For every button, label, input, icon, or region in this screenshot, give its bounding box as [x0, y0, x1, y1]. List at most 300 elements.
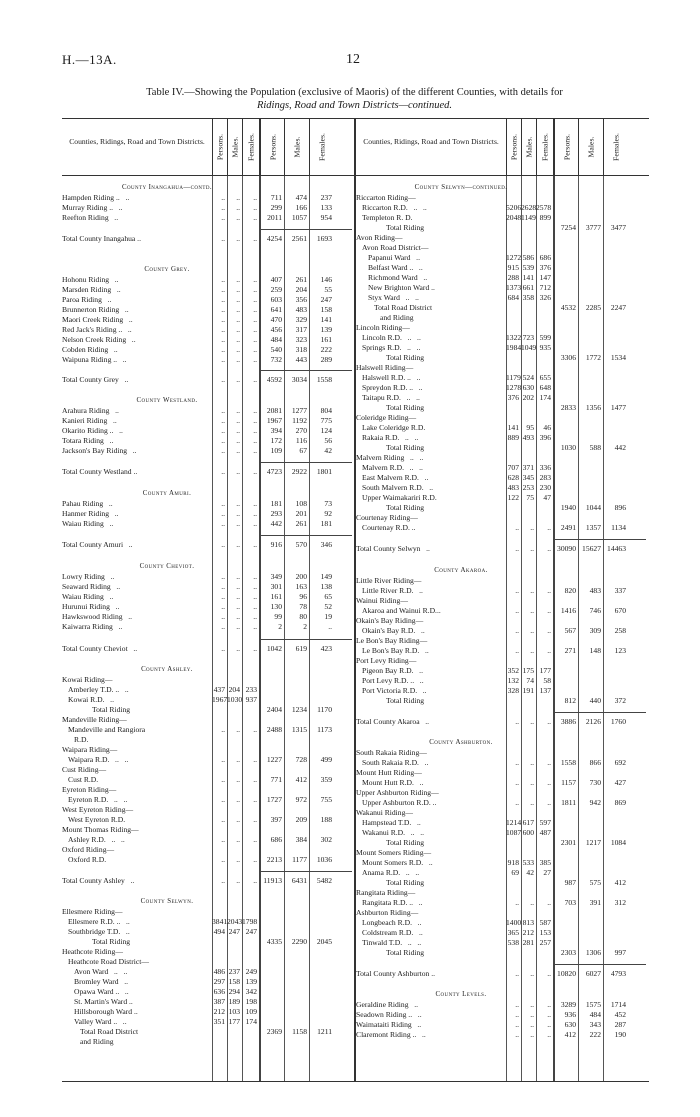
- section-heading: [62, 396, 354, 406]
- total-rule: [259, 229, 352, 230]
- cell-value: 259: [270, 285, 282, 294]
- total-row: [62, 375, 354, 385]
- cell-value: ..: [547, 1020, 551, 1029]
- cell-value: ..: [236, 612, 240, 621]
- cell-value: ..: [253, 325, 257, 334]
- cell-value: 299: [270, 203, 282, 212]
- cell-value: ..: [221, 467, 225, 476]
- cell-value: ..: [221, 509, 225, 518]
- cell-value: 247: [228, 927, 240, 936]
- total-rule: [259, 639, 352, 640]
- cell-value: 212: [213, 1007, 225, 1016]
- cell-value: ..: [530, 544, 534, 553]
- cell-value: ..: [236, 509, 240, 518]
- row-label: County Ashburton.: [429, 739, 493, 746]
- cell-value: 987: [564, 878, 576, 887]
- cell-value: ..: [236, 345, 240, 354]
- cell-value: ..: [221, 795, 225, 804]
- table-row: [62, 695, 354, 705]
- total-rule: [553, 539, 646, 540]
- table-row: [356, 758, 649, 768]
- section-heading: [356, 738, 649, 748]
- cell-value: 1357: [585, 523, 601, 532]
- cell-value: 345: [522, 473, 534, 482]
- cell-value: 323: [295, 335, 307, 344]
- cell-value: 42: [324, 446, 332, 455]
- row-label: Courtenay Riding—: [356, 513, 418, 522]
- row-label: Malvern Riding .. ..: [356, 453, 424, 462]
- cell-value: ..: [221, 325, 225, 334]
- cell-value: ..: [530, 969, 534, 978]
- table-row: [62, 705, 354, 715]
- section-heading: [62, 897, 354, 907]
- row-label: Total Riding: [92, 937, 131, 946]
- cell-value: 394: [270, 426, 282, 435]
- cell-value: ..: [236, 815, 240, 824]
- cell-value: 1036: [316, 855, 332, 864]
- cell-value: ..: [236, 295, 240, 304]
- cell-value: 730: [589, 778, 601, 787]
- cell-value: 2301: [560, 838, 576, 847]
- row-label: Seaward Riding ..: [62, 582, 121, 591]
- cell-value: ..: [236, 285, 240, 294]
- row-label: Mount Thomas Riding—: [62, 825, 139, 834]
- table-row: [356, 433, 649, 443]
- cell-value: 2126: [585, 717, 601, 726]
- cell-value: 365: [507, 928, 519, 937]
- table-row: [356, 696, 649, 706]
- cell-value: ..: [236, 446, 240, 455]
- cell-value: ..: [253, 375, 257, 384]
- table-row: [356, 858, 649, 868]
- cell-value: 412: [614, 878, 626, 887]
- cell-value: ..: [236, 436, 240, 445]
- cell-value: 181: [320, 519, 332, 528]
- cell-value: 997: [614, 948, 626, 957]
- cell-value: 813: [522, 918, 534, 927]
- table-row: [62, 406, 354, 416]
- cell-value: 423: [320, 644, 332, 653]
- column-header-name: Counties, Ridings, Road and Town Districts.: [363, 137, 499, 146]
- cell-value: 287: [614, 1020, 626, 1029]
- row-label: Malvern R.D. .. ..: [362, 463, 423, 472]
- cell-value: 692: [614, 758, 626, 767]
- cell-value: 230: [539, 483, 551, 492]
- cell-value: 6027: [585, 969, 601, 978]
- cell-value: 1234: [291, 705, 307, 714]
- table-left-half: [62, 119, 354, 1081]
- cell-value: ..: [530, 898, 534, 907]
- cell-value: ..: [221, 855, 225, 864]
- cell-value: 149: [320, 572, 332, 581]
- cell-value: ..: [236, 499, 240, 508]
- cell-value: 1211: [317, 1027, 332, 1036]
- row-label: County Inangahua—contd.: [121, 184, 213, 191]
- table-row: [356, 768, 649, 778]
- row-label: Total County Selwyn ..: [356, 544, 430, 553]
- table-row: [356, 646, 649, 656]
- cell-value: 442: [614, 443, 626, 452]
- table-row: [62, 426, 354, 436]
- cell-value: 249: [245, 967, 257, 976]
- cell-value: ..: [236, 335, 240, 344]
- row-label: Hillsborough Ward ..: [74, 1007, 138, 1016]
- cell-value: 1042: [266, 644, 282, 653]
- cell-value: 1772: [585, 353, 601, 362]
- cell-value: 1157: [561, 778, 576, 787]
- total-rule: [553, 712, 646, 713]
- table-row: [356, 808, 649, 818]
- table-row: [62, 436, 354, 446]
- cell-value: 942: [589, 798, 601, 807]
- cell-value: ..: [221, 355, 225, 364]
- cell-value: ..: [236, 602, 240, 611]
- cell-value: 174: [539, 393, 551, 402]
- row-label: Total County Westland ..: [62, 467, 138, 476]
- cell-value: 175: [522, 666, 534, 675]
- section-heading: [356, 183, 649, 193]
- cell-value: 600: [522, 828, 534, 837]
- row-label: Total Riding: [386, 223, 425, 232]
- cell-value: 359: [320, 775, 332, 784]
- cell-value: ..: [253, 355, 257, 364]
- cell-value: 539: [522, 263, 534, 272]
- caption-line-1: Table IV.—Showing the Population (exclusive of Maoris) of the different Counties, with details for: [146, 87, 563, 98]
- cell-value: ..: [530, 626, 534, 635]
- cell-value: 27: [543, 868, 551, 877]
- cell-value: ..: [547, 717, 551, 726]
- row-label: Wainui Riding—: [356, 596, 408, 605]
- row-label: Totara Riding ..: [62, 436, 114, 445]
- total-row: [356, 544, 649, 554]
- cell-value: 732: [270, 355, 282, 364]
- cell-value: 712: [539, 283, 551, 292]
- cell-value: 655: [539, 373, 551, 382]
- cell-value: 483: [589, 586, 601, 595]
- cell-value: 1278: [506, 383, 522, 392]
- total-rule: [259, 462, 352, 463]
- cell-value: 456: [270, 325, 282, 334]
- cell-value: ..: [253, 315, 257, 324]
- row-label: Mount Somers R.D. ..: [362, 858, 433, 867]
- row-label: Cust Riding—: [62, 765, 107, 774]
- table-row: [62, 193, 354, 203]
- cell-value: 342: [245, 987, 257, 996]
- cell-value: ..: [236, 540, 240, 549]
- cell-value: 191: [522, 686, 534, 695]
- row-label: Southbridge T.D. ..: [68, 927, 130, 936]
- section-heading: [62, 183, 354, 193]
- cell-value: 686: [539, 253, 551, 262]
- row-label: Le Bon's Bay Riding—: [356, 636, 428, 645]
- table-row: [356, 938, 649, 948]
- cell-value: 587: [539, 918, 551, 927]
- table-row: [356, 1020, 649, 1030]
- table-row: [62, 345, 354, 355]
- cell-value: ..: [547, 586, 551, 595]
- row-label: West Eyreton R.D.: [68, 815, 126, 824]
- cell-value: 2833: [560, 403, 576, 412]
- row-label: and Riding: [80, 1037, 114, 1046]
- row-label: South Rakaia Riding—: [356, 748, 427, 757]
- cell-value: 174: [245, 1017, 257, 1026]
- cell-value: 352: [507, 666, 519, 675]
- cell-value: 109: [245, 1007, 257, 1016]
- cell-value: 132: [507, 676, 519, 685]
- row-label: Eyreton R.D. .. ..: [68, 795, 128, 804]
- table-row: [62, 416, 354, 426]
- table-row: [62, 765, 354, 775]
- row-label: Mandeville Riding—: [62, 715, 127, 724]
- total-rule: [553, 964, 646, 965]
- cell-value: 3289: [560, 1000, 576, 1009]
- row-label: Rakaia R.D. .. ..: [362, 433, 419, 442]
- cell-value: 630: [564, 1020, 576, 1029]
- cell-value: 954: [320, 213, 332, 222]
- table-row: [356, 1010, 649, 1020]
- cell-value: 1087: [506, 828, 522, 837]
- row-label: Total Riding: [386, 443, 425, 452]
- cell-value: 899: [539, 213, 551, 222]
- cell-value: ..: [530, 1020, 534, 1029]
- row-label: Mount Hutt R.D. ..: [362, 778, 424, 787]
- row-label: Marsden Riding ..: [62, 285, 121, 294]
- cell-value: ..: [547, 646, 551, 655]
- population-table: [62, 118, 649, 1082]
- row-label: R.D.: [74, 735, 89, 744]
- cell-value: 1315: [291, 725, 307, 734]
- table-row: [62, 612, 354, 622]
- cell-value: 1179: [506, 373, 521, 382]
- row-label: Styx Ward .. ..: [368, 293, 419, 302]
- page-number: 12: [346, 52, 360, 67]
- cell-value: 1049: [521, 343, 537, 352]
- table-row: [356, 463, 649, 473]
- cell-value: 918: [507, 858, 519, 867]
- table-row: [356, 373, 649, 383]
- column-header-text: Females.: [540, 133, 550, 161]
- cell-value: ..: [515, 626, 519, 635]
- cell-value: ..: [253, 203, 257, 212]
- cell-value: ..: [253, 815, 257, 824]
- row-label: Total County Inangahua ..: [62, 234, 141, 243]
- cell-value: 158: [228, 977, 240, 986]
- cell-value: 494: [213, 927, 225, 936]
- row-label: Total Road District: [374, 303, 433, 312]
- cell-value: 896: [614, 503, 626, 512]
- cell-value: 80: [299, 612, 307, 621]
- cell-value: 707: [507, 463, 519, 472]
- cell-value: 190: [614, 1030, 626, 1039]
- cell-value: ..: [515, 717, 519, 726]
- column-header-males: [284, 119, 309, 175]
- cell-value: 728: [295, 755, 307, 764]
- cell-value: 133: [320, 203, 332, 212]
- column-header-males: [521, 119, 536, 175]
- table-row: [356, 748, 649, 758]
- table-row: [62, 519, 354, 529]
- cell-value: ..: [236, 835, 240, 844]
- cell-value: ..: [236, 855, 240, 864]
- column-header-text: Females.: [246, 133, 256, 161]
- cell-value: ..: [547, 523, 551, 532]
- cell-value: ..: [236, 234, 240, 243]
- row-label: Total County Cheviot ..: [62, 644, 138, 653]
- cell-value: ..: [547, 1000, 551, 1009]
- cell-value: 3034: [291, 375, 307, 384]
- table-row: [356, 443, 649, 453]
- cell-value: ..: [221, 203, 225, 212]
- column-header-text: Males.: [292, 136, 302, 158]
- table-row: [62, 1017, 354, 1027]
- cell-value: 2: [303, 622, 307, 631]
- cell-value: 237: [228, 967, 240, 976]
- cell-value: 141: [320, 315, 332, 324]
- table-row: [62, 572, 354, 582]
- cell-value: ..: [221, 285, 225, 294]
- table-row: [356, 666, 649, 676]
- table-row: [62, 499, 354, 509]
- row-label: Okarito Riding .. ..: [62, 426, 123, 435]
- row-label: Cobden Riding ..: [62, 345, 118, 354]
- cell-value: 1084: [610, 838, 626, 847]
- row-label: Total Riding: [386, 878, 425, 887]
- row-label: Red Jack's Riding .. ..: [62, 325, 132, 334]
- cell-value: 56: [324, 436, 332, 445]
- cell-value: ..: [221, 213, 225, 222]
- cell-value: 442: [270, 519, 282, 528]
- row-label: Waipuna Riding .. ..: [62, 355, 127, 364]
- table-row: [356, 918, 649, 928]
- cell-value: ..: [221, 815, 225, 824]
- column-header-text: Males.: [586, 136, 596, 158]
- row-label: East Malvern R.D. ..: [362, 473, 429, 482]
- column-header-text: Females.: [611, 133, 621, 161]
- row-label: Papanui Ward ..: [368, 253, 420, 262]
- cell-value: 358: [522, 293, 534, 302]
- column-header-persons: [212, 119, 227, 175]
- cell-value: 141: [522, 273, 534, 282]
- column-header-text: Persons.: [268, 133, 277, 161]
- cell-value: ..: [221, 335, 225, 344]
- table-row: [62, 805, 354, 815]
- cell-value: ..: [515, 1030, 519, 1039]
- table-row: [356, 616, 649, 626]
- table-header: [356, 119, 649, 176]
- cell-value: 253: [522, 483, 534, 492]
- cell-value: ..: [221, 519, 225, 528]
- cell-value: ..: [236, 355, 240, 364]
- row-label: Total Riding: [386, 696, 425, 705]
- table-row: [62, 745, 354, 755]
- cell-value: 524: [522, 373, 534, 382]
- cell-value: ..: [221, 416, 225, 425]
- row-label: Opawa Ward .. ..: [74, 987, 129, 996]
- row-label: Lake Coleridge R.D.: [362, 423, 426, 432]
- cell-value: ..: [253, 835, 257, 844]
- total-row: [62, 876, 354, 886]
- total-row: [62, 234, 354, 244]
- table-row: [356, 1030, 649, 1040]
- cell-value: 812: [564, 696, 576, 705]
- cell-value: ..: [515, 1010, 519, 1019]
- cell-value: 96: [299, 592, 307, 601]
- cell-value: 470: [270, 315, 282, 324]
- row-label: County Selwyn.: [140, 898, 194, 905]
- cell-value: 4793: [610, 969, 626, 978]
- cell-value: 351: [213, 1017, 225, 1026]
- cell-value: 484: [589, 1010, 601, 1019]
- cell-value: ..: [236, 775, 240, 784]
- cell-value: 2: [278, 622, 282, 631]
- cell-value: 123: [614, 646, 626, 655]
- table-row: [356, 223, 649, 233]
- cell-value: 293: [270, 509, 282, 518]
- cell-value: ..: [547, 626, 551, 635]
- cell-value: 73: [324, 499, 332, 508]
- cell-value: 14463: [607, 544, 626, 553]
- cell-value: ..: [221, 725, 225, 734]
- table-row: [356, 203, 649, 213]
- cell-value: 2043: [227, 917, 243, 926]
- cell-value: 641: [270, 305, 282, 314]
- cell-value: 109: [270, 446, 282, 455]
- cell-value: ..: [221, 572, 225, 581]
- cell-value: ..: [253, 193, 257, 202]
- cell-value: 188: [320, 815, 332, 824]
- row-label: Hohonu Riding ..: [62, 275, 119, 284]
- cell-value: 538: [507, 938, 519, 947]
- cell-value: ..: [253, 509, 257, 518]
- cell-value: 376: [507, 393, 519, 402]
- table-row: [62, 305, 354, 315]
- cell-value: 2011: [267, 213, 282, 222]
- cell-value: 2045: [316, 937, 332, 946]
- row-label: Taitapu R.D. .. ..: [362, 393, 420, 402]
- cell-value: 1217: [585, 838, 601, 847]
- cell-value: 686: [270, 835, 282, 844]
- table-row: [356, 283, 649, 293]
- table-row: [356, 513, 649, 523]
- cell-value: 889: [507, 433, 519, 442]
- cell-value: 346: [320, 540, 332, 549]
- column-header-females: [309, 119, 334, 175]
- cell-value: 1400: [506, 918, 522, 927]
- cell-value: ..: [253, 345, 257, 354]
- table-row: [62, 937, 354, 947]
- row-label: Ashburton Riding—: [356, 908, 419, 917]
- cell-value: 258: [614, 626, 626, 635]
- cell-value: ..: [221, 540, 225, 549]
- column-header-text: Persons.: [562, 133, 571, 161]
- cell-value: 3477: [610, 223, 626, 232]
- row-label: Halswell R.D. .. ..: [362, 373, 421, 382]
- total-rule: [259, 370, 352, 371]
- cell-value: ..: [253, 775, 257, 784]
- row-label: Amberley T.D. .. ..: [68, 685, 129, 694]
- cell-value: 5206: [506, 203, 522, 212]
- cell-value: ..: [221, 234, 225, 243]
- cell-value: ..: [530, 523, 534, 532]
- row-label: Wakanui R.D. .. ..: [362, 828, 425, 837]
- cell-value: 586: [522, 253, 534, 262]
- section-heading: [356, 566, 649, 576]
- cell-value: 372: [614, 696, 626, 705]
- cell-value: 1356: [585, 403, 601, 412]
- cell-value: 10820: [557, 969, 576, 978]
- row-label: Ashley R.D. .. ..: [68, 835, 125, 844]
- cell-value: ..: [236, 305, 240, 314]
